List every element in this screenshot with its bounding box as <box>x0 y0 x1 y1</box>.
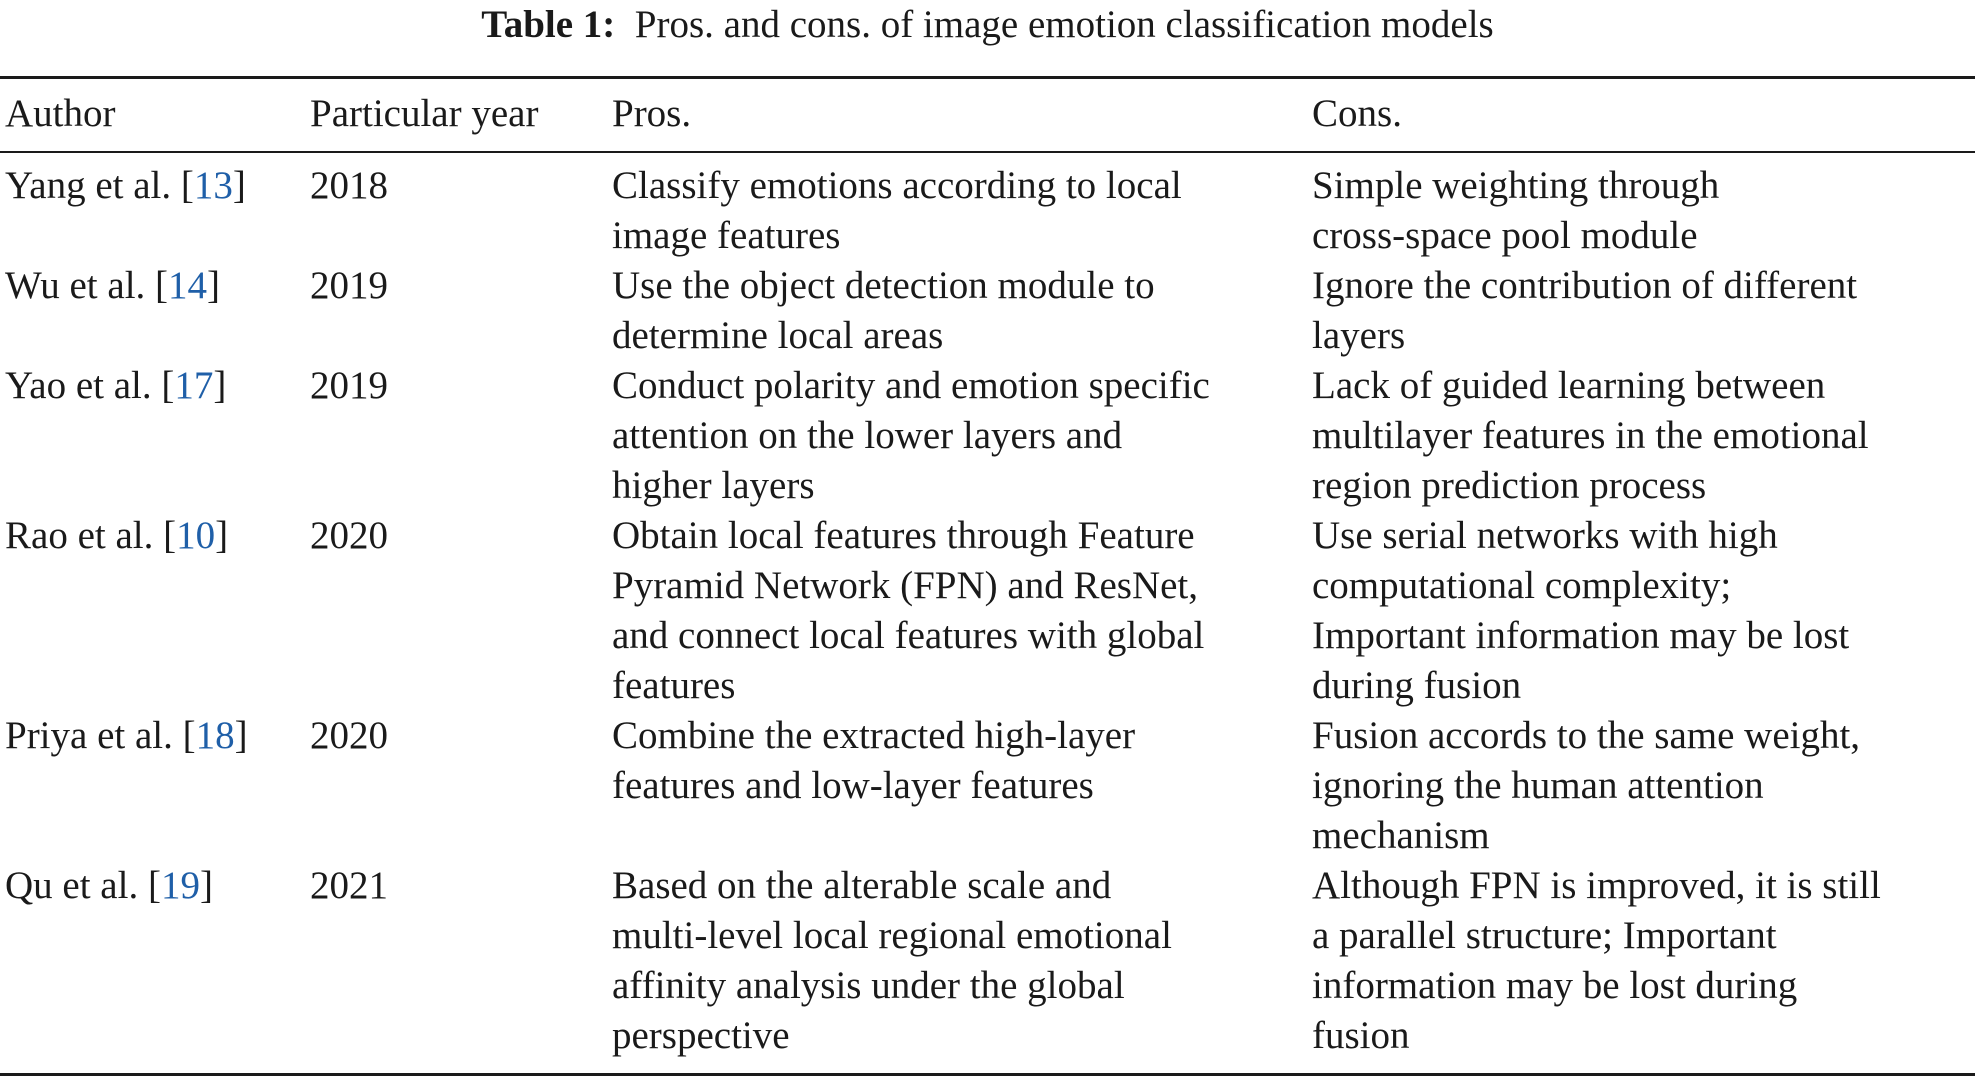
cons-line: Fusion accords to the same weight, <box>1312 714 1861 757</box>
table-row <box>0 153 1975 261</box>
table-row <box>0 711 1975 861</box>
cons-line: layers <box>1312 314 1406 357</box>
pros-line: features <box>612 664 736 707</box>
citation-link[interactable]: 19 <box>160 864 200 907</box>
citation-link[interactable]: 10 <box>176 514 216 557</box>
pros-line: image features <box>612 214 841 257</box>
pros-line: Based on the alterable scale and <box>612 864 1112 907</box>
cons-line: Although FPN is improved, it is still <box>1312 864 1881 907</box>
author-name: Wu et al. <box>5 264 146 307</box>
emotion-models-table <box>0 79 1975 151</box>
cons-line: Ignore the contribution of different <box>1312 264 1858 307</box>
author-name: Rao et al. <box>5 514 154 557</box>
cell-year: 2020 <box>310 514 388 557</box>
cell-year: 2021 <box>310 864 388 907</box>
pros-line: attention on the lower layers and <box>612 414 1123 457</box>
caption-label: Table 1: <box>481 3 616 46</box>
author-name: Yang et al. <box>5 164 172 207</box>
table-header-row <box>0 79 1975 151</box>
table-caption <box>0 0 1975 56</box>
cell-cons <box>1312 361 1975 511</box>
author-name: Yao et al. <box>5 364 152 407</box>
cell-year: 2020 <box>310 714 388 757</box>
cell-cons <box>1312 711 1975 861</box>
cell-pros <box>612 153 1312 261</box>
pros-line: Combine the extracted high-layer <box>612 714 1136 757</box>
table-row <box>0 861 1975 1073</box>
author-name: Priya et al. <box>5 714 173 757</box>
table-row <box>0 511 1975 711</box>
cons-line: Important information may be lost <box>1312 614 1850 657</box>
cons-line: multilayer features in the emotional <box>1312 414 1869 457</box>
header-author: Author <box>5 92 116 135</box>
pros-line: determine local areas <box>612 314 944 357</box>
cell-author: Yang et al. [13] <box>5 164 246 207</box>
cell-year: 2018 <box>310 164 388 207</box>
cell-author: Priya et al. [18] <box>5 714 248 757</box>
pros-line: multi-level local regional emotional <box>612 914 1172 957</box>
citation-link[interactable]: 17 <box>174 364 214 407</box>
author-name: Qu et al. <box>5 864 139 907</box>
table-row <box>0 361 1975 511</box>
pros-line: Conduct polarity and emotion specific <box>612 364 1210 407</box>
caption-text: Pros. and cons. of image emotion classification models <box>634 3 1494 46</box>
pros-line: affinity analysis under the global <box>612 964 1125 1007</box>
table-container <box>0 76 1975 1076</box>
cell-author: Wu et al. [14] <box>5 264 221 307</box>
cons-line: during fusion <box>1312 664 1522 707</box>
cell-cons <box>1312 153 1975 261</box>
citation-link[interactable]: 18 <box>195 714 235 757</box>
cell-year: 2019 <box>310 264 388 307</box>
cell-pros <box>612 711 1312 861</box>
cons-line: Lack of guided learning between <box>1312 364 1826 407</box>
header-pros: Pros. <box>612 92 692 135</box>
citation-link[interactable]: 14 <box>168 264 208 307</box>
pros-line: features and low-layer features <box>612 764 1094 807</box>
cons-line: ignoring the human attention <box>1312 764 1764 807</box>
cons-line: region prediction process <box>1312 464 1707 507</box>
header-year: Particular year <box>310 92 539 135</box>
cell-cons <box>1312 261 1975 361</box>
citation-link[interactable]: 13 <box>193 164 233 207</box>
cons-line: a parallel structure; Important <box>1312 914 1777 957</box>
pros-line: higher layers <box>612 464 815 507</box>
pros-line: Use the object detection module to <box>612 264 1155 307</box>
cell-author: Qu et al. [19] <box>5 864 213 907</box>
cons-line: cross-space pool module <box>1312 214 1698 257</box>
cell-pros <box>612 361 1312 511</box>
pros-line: perspective <box>612 1014 790 1057</box>
cell-pros <box>612 511 1312 711</box>
header-cons: Cons. <box>1312 92 1402 135</box>
table-row <box>0 261 1975 361</box>
cons-line: mechanism <box>1312 814 1490 857</box>
cell-cons <box>1312 861 1975 1073</box>
emotion-models-table-body <box>0 153 1975 1073</box>
cons-line: Simple weighting through <box>1312 164 1720 207</box>
cons-line: computational complexity; <box>1312 564 1732 607</box>
cell-author: Rao et al. [10] <box>5 514 229 557</box>
cons-line: fusion <box>1312 1014 1410 1057</box>
cell-pros <box>612 861 1312 1073</box>
pros-line: Obtain local features through Feature <box>612 514 1195 557</box>
pros-line: Pyramid Network (FPN) and ResNet, <box>612 564 1199 607</box>
pros-line: Classify emotions according to local <box>612 164 1182 207</box>
cell-cons <box>1312 511 1975 711</box>
cell-pros <box>612 261 1312 361</box>
pros-line: and connect local features with global <box>612 614 1205 657</box>
cell-author: Yao et al. [17] <box>5 364 227 407</box>
cons-line: Use serial networks with high <box>1312 514 1778 557</box>
cell-year: 2019 <box>310 364 388 407</box>
cons-line: information may be lost during <box>1312 964 1798 1007</box>
